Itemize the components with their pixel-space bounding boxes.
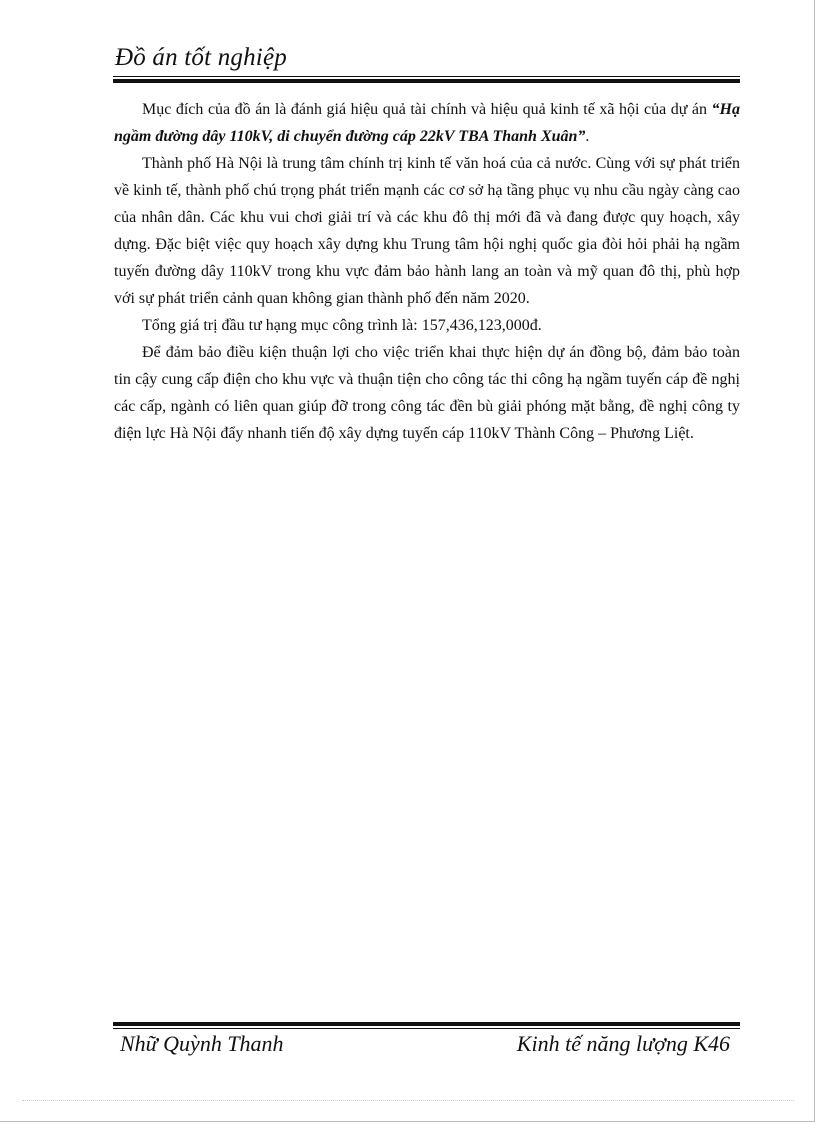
paragraph-investment-total: Tổng giá trị đầu tư hạng mục công trình là: 157,436,123,000đ. (142, 317, 542, 334)
page-header-title: Đồ án tốt nghiệp (115, 44, 287, 71)
page-edge-dotted-line (22, 1100, 794, 1101)
paragraph-purpose (114, 96, 740, 150)
paragraph-recommendation: Để đảm bảo điều kiện thuận lợi cho việc triển khai thực hiện dự án đồng bộ, đảm bảo toàn tin cậy cung cấp điện cho khu vực và thuận tiện cho công tác thi công hạ ngầm tuyến cáp đề nghị các cấp, ngành có liên quan giúp đỡ trong công tác đền bù giải phóng mặt bằng, đề nghị công ty điện lực Hà Nội đẩy nhanh tiến độ xây dựng tuyến cáp 110kV Thành Công – Phương Liệt. (114, 344, 740, 442)
header-rule (113, 76, 740, 83)
footer-author: Nhữ Quỳnh Thanh (120, 1031, 284, 1056)
footer-rule (113, 1022, 740, 1029)
project-name: “Hạ ngầm đường dây 110kV, di chuyển đường cáp 22kV TBA Thanh Xuân” (114, 101, 740, 145)
paragraph-hanoi: Thành phố Hà Nội là trung tâm chính trị kinh tế văn hoá của cả nước. Cùng với sự phát triển về kinh tế, thành phố chú trọng phát triển mạnh các cơ sở hạ tầng phục vụ nhu cầu ngày càng cao của nhân dân. Các khu vui chơi giải trí và các khu đô thị mới đã và đang được quy hoạch, xây dựng. Đặc biệt việc quy hoạch xây dựng khu Trung tâm hội nghị quốc gia đòi hỏi phải hạ ngầm tuyến đường dây 110kV trong khu vực đảm bảo hành lang an toàn và mỹ quan đô thị, phù hợp với sự phát triển cảnh quan không gian thành phố đến năm 2020. (114, 155, 740, 307)
document-body (114, 96, 740, 447)
paragraph-purpose-end: . (585, 128, 590, 145)
paragraph-purpose-lead: Mục đích của đồ án là đánh giá hiệu quả tài chính và hiệu quả kinh tế xã hội của dự án (142, 101, 712, 118)
footer-course: Kinh tế năng lượng K46 (516, 1031, 730, 1056)
